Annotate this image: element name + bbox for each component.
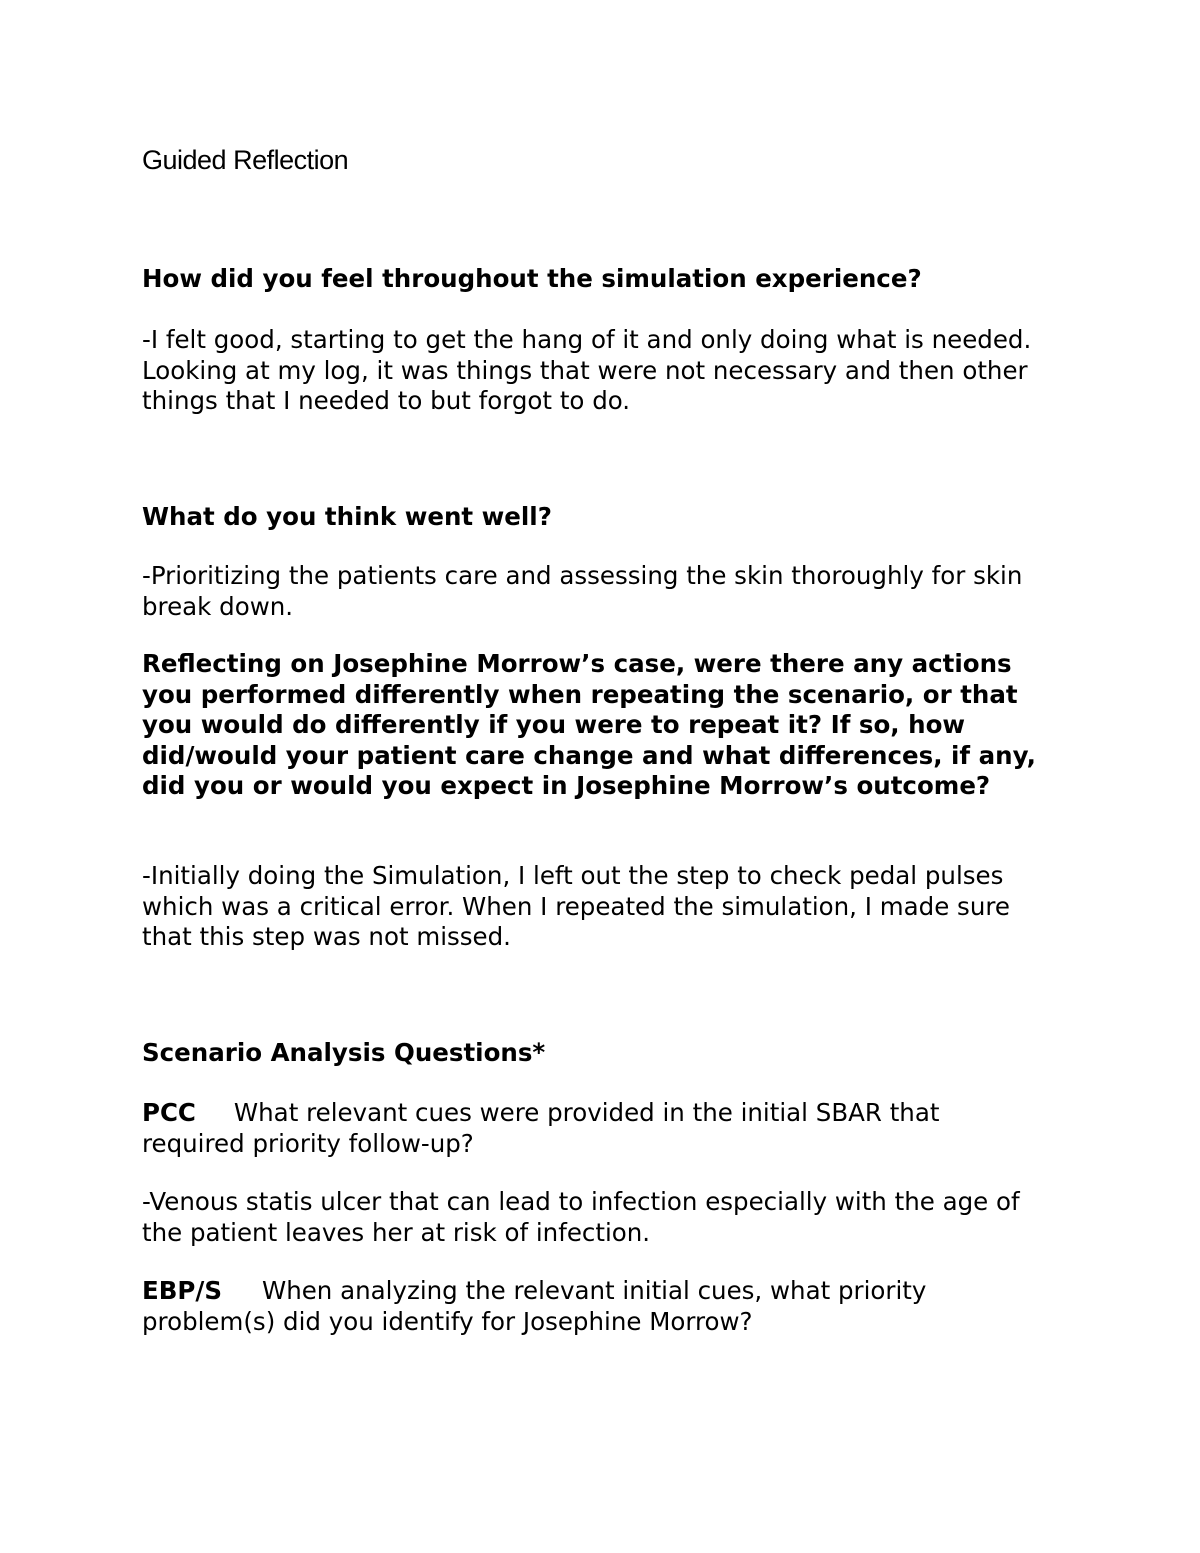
document-title: Guided Reflection [142, 145, 349, 175]
question-reflection-morrow: Reflecting on Josephine Morrow’s case, were there any actions you performed differently when repeating the scenario, or that you would do differently if you were to repeat it? If so, how did/would your patient care change and what differences, if any, did you or would you expect in Josephine Morrow’s outcome? [142, 649, 1036, 800]
ebp-tag: EBP/S [142, 1276, 222, 1305]
pcc-question-text: What relevant cues were provided in the initial SBAR that required priority follow-up? [142, 1098, 940, 1158]
pcc-tag: PCC [142, 1098, 196, 1127]
answer-reflection-morrow: -Initially doing the Simulation, I left out the step to check pedal pulses which was a critical error. When I repeated the simulation, I made sure that this step was not missed. [142, 861, 1010, 951]
pcc-answer: -Venous statis ulcer that can lead to infection especially with the age of the patient leaves her at risk of infection. [142, 1187, 1020, 1247]
question-went-well: What do you think went well? [142, 502, 552, 531]
ebp-question [142, 1276, 1022, 1337]
answer-went-well: -Prioritizing the patients care and assessing the skin thoroughly for skin break down. [142, 561, 1023, 621]
pcc-question [142, 1098, 1022, 1159]
answer-feelings: -I felt good, starting to get the hang of it and only doing what is needed. Looking at my log, it was things that were not necessary and then other things that I needed to but forgot to do. [142, 325, 1032, 415]
section-heading-scenario-analysis: Scenario Analysis Questions* [142, 1038, 546, 1067]
ebp-question-text: When analyzing the relevant initial cues, what priority problem(s) did you identify for Josephine Morrow? [142, 1276, 927, 1336]
question-feelings: How did you feel throughout the simulation experience? [142, 264, 922, 293]
